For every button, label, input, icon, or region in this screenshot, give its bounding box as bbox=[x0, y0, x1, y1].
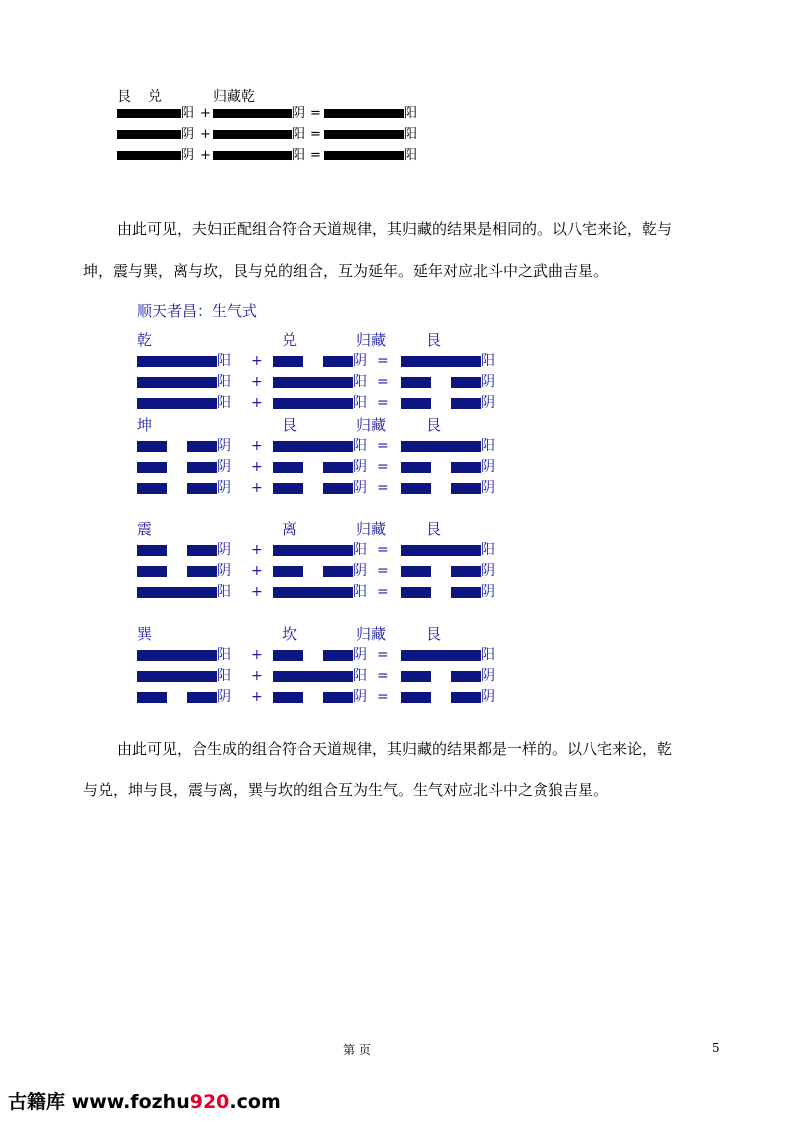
trigram-header: 艮 bbox=[426, 625, 442, 643]
equals-sign: = bbox=[377, 689, 389, 705]
trigram-header: 离 bbox=[282, 520, 298, 538]
yin-yang-label: 阴 bbox=[181, 148, 195, 163]
hexagram-row bbox=[137, 479, 517, 497]
solid-line bbox=[137, 587, 217, 598]
equals-sign: = bbox=[377, 374, 389, 390]
hexagram-row bbox=[137, 373, 517, 391]
solid-line bbox=[213, 130, 292, 139]
solid-line bbox=[273, 587, 353, 598]
yin-yang-label: 阳 bbox=[353, 374, 367, 390]
equals-sign: = bbox=[377, 542, 389, 558]
broken-line-segment bbox=[137, 483, 167, 494]
broken-line-segment bbox=[451, 566, 481, 577]
hexagram-row bbox=[117, 127, 427, 143]
trigram-header: 巽 bbox=[137, 625, 153, 643]
trigram-header: 兑 bbox=[282, 331, 298, 349]
solid-line bbox=[273, 671, 353, 682]
yin-yang-label: 阳 bbox=[217, 584, 231, 600]
yin-yang-label: 阳 bbox=[481, 542, 495, 558]
equals-sign: = bbox=[310, 127, 321, 142]
hexagram-row bbox=[137, 646, 517, 664]
trigram-header: 坎 bbox=[282, 625, 298, 643]
broken-line-segment bbox=[273, 566, 303, 577]
broken-line-segment bbox=[451, 377, 481, 388]
paragraph-1-line-1: 由此可见，夫妇正配组合符合天道规律，其归藏的结果是相同的。以八宅来论，乾与 bbox=[117, 220, 673, 238]
yin-yang-label: 阳 bbox=[292, 127, 306, 142]
solid-line bbox=[273, 545, 353, 556]
solid-line bbox=[324, 130, 404, 139]
yin-yang-label: 阴 bbox=[353, 563, 367, 579]
yin-yang-label: 阴 bbox=[353, 689, 367, 705]
brand-url-accent: 920 bbox=[189, 1091, 230, 1113]
equals-sign: = bbox=[377, 563, 389, 579]
solid-line bbox=[401, 441, 481, 452]
yin-yang-label: 阳 bbox=[292, 148, 306, 163]
broken-line-segment bbox=[187, 566, 217, 577]
broken-line-segment bbox=[323, 650, 353, 661]
yin-yang-label: 阳 bbox=[217, 647, 231, 663]
trigram-label-dui: 兑 bbox=[148, 89, 162, 105]
broken-line-segment bbox=[137, 566, 167, 577]
broken-line-segment bbox=[137, 545, 167, 556]
equals-sign: = bbox=[310, 148, 321, 163]
yin-yang-label: 阳 bbox=[217, 668, 231, 684]
yin-yang-label: 阳 bbox=[217, 395, 231, 411]
plus-sign: + bbox=[251, 459, 263, 475]
paragraph-2-line-1: 由此可见，合生成的组合符合天道规律，其归藏的结果都是一样的。以八宅来论，乾 bbox=[117, 740, 673, 758]
yin-yang-label: 阴 bbox=[217, 563, 231, 579]
broken-line-segment bbox=[187, 441, 217, 452]
yin-yang-label: 阳 bbox=[353, 438, 367, 454]
yin-yang-label: 阴 bbox=[353, 647, 367, 663]
paragraph-1-line-2: 坤，震与巽，离与坎，艮与兑的组合，互为延年。延年对应北斗中之武曲吉星。 bbox=[83, 262, 609, 280]
plus-sign: + bbox=[200, 148, 211, 163]
yin-yang-label: 阴 bbox=[292, 106, 306, 121]
equals-sign: = bbox=[377, 480, 389, 496]
trigram-header: 归藏 bbox=[356, 520, 387, 538]
plus-sign: + bbox=[251, 480, 263, 496]
yin-yang-label: 阴 bbox=[353, 353, 367, 369]
yin-yang-label: 阳 bbox=[353, 395, 367, 411]
broken-line-segment bbox=[323, 566, 353, 577]
hexagram-row bbox=[137, 583, 517, 601]
yin-yang-label: 阴 bbox=[481, 374, 495, 390]
yin-yang-label: 阴 bbox=[481, 459, 495, 475]
broken-line-segment bbox=[323, 462, 353, 473]
brand-url-suffix: .com bbox=[229, 1091, 281, 1113]
broken-line-segment bbox=[401, 566, 431, 577]
yin-yang-label: 阴 bbox=[481, 480, 495, 496]
hexagram-row bbox=[137, 688, 517, 706]
broken-line-segment bbox=[187, 692, 217, 703]
brand-name: 古籍库 bbox=[8, 1091, 66, 1113]
broken-line-segment bbox=[187, 462, 217, 473]
yin-yang-label: 阳 bbox=[481, 438, 495, 454]
solid-line bbox=[401, 545, 481, 556]
solid-line bbox=[117, 109, 181, 118]
equals-sign: = bbox=[310, 106, 321, 121]
broken-line-segment bbox=[401, 587, 431, 598]
yin-yang-label: 阳 bbox=[181, 106, 195, 121]
hexagram-row bbox=[137, 667, 517, 685]
solid-line bbox=[324, 151, 404, 160]
plus-sign: + bbox=[251, 542, 263, 558]
broken-line-segment bbox=[451, 671, 481, 682]
trigram-header: 归藏 bbox=[356, 331, 387, 349]
solid-line bbox=[117, 130, 181, 139]
yin-yang-label: 阳 bbox=[353, 542, 367, 558]
solid-line bbox=[273, 398, 353, 409]
plus-sign: + bbox=[200, 106, 211, 121]
yin-yang-label: 阳 bbox=[353, 584, 367, 600]
broken-line-segment bbox=[451, 692, 481, 703]
trigram-header: 艮 bbox=[426, 331, 442, 349]
trigram-header: 乾 bbox=[137, 331, 153, 349]
broken-line-segment bbox=[451, 462, 481, 473]
yin-yang-label: 阳 bbox=[217, 374, 231, 390]
plus-sign: + bbox=[251, 689, 263, 705]
broken-line-segment bbox=[273, 462, 303, 473]
broken-line-segment bbox=[273, 356, 303, 367]
broken-line-segment bbox=[323, 692, 353, 703]
solid-line bbox=[401, 356, 481, 367]
broken-line-segment bbox=[187, 545, 217, 556]
trigram-header: 归藏 bbox=[356, 625, 387, 643]
hexagram-row bbox=[137, 541, 517, 559]
broken-line-segment bbox=[451, 398, 481, 409]
yin-yang-label: 阴 bbox=[217, 542, 231, 558]
equals-sign: = bbox=[377, 584, 389, 600]
trigram-header: 坤 bbox=[137, 416, 153, 434]
yin-yang-label: 阳 bbox=[404, 127, 418, 142]
hexagram-row bbox=[137, 562, 517, 580]
trigram-header: 艮 bbox=[282, 416, 298, 434]
plus-sign: + bbox=[251, 353, 263, 369]
plus-sign: + bbox=[251, 668, 263, 684]
section-title: 顺天者昌：生气式 bbox=[137, 302, 258, 320]
solid-line bbox=[137, 377, 217, 388]
solid-line bbox=[324, 109, 404, 118]
broken-line-segment bbox=[137, 441, 167, 452]
plus-sign: + bbox=[251, 395, 263, 411]
solid-line bbox=[213, 109, 292, 118]
page-number: 5 bbox=[712, 1041, 720, 1055]
site-watermark bbox=[8, 1087, 281, 1114]
yin-yang-label: 阴 bbox=[217, 438, 231, 454]
solid-line bbox=[273, 441, 353, 452]
yin-yang-label: 阳 bbox=[481, 647, 495, 663]
broken-line-segment bbox=[137, 462, 167, 473]
yin-yang-label: 阴 bbox=[217, 689, 231, 705]
broken-line-segment bbox=[273, 650, 303, 661]
broken-line-segment bbox=[401, 377, 431, 388]
plus-sign: + bbox=[251, 438, 263, 454]
page-label: 第 页 bbox=[343, 1043, 371, 1057]
trigram-header: 震 bbox=[137, 520, 153, 538]
yin-yang-label: 阴 bbox=[481, 668, 495, 684]
hexagram-row bbox=[117, 148, 427, 164]
paragraph-2-line-2: 与兑，坤与艮，震与离，巽与坎的组合互为生气。生气对应北斗中之贪狼吉星。 bbox=[83, 781, 609, 799]
solid-line bbox=[137, 356, 217, 367]
broken-line-segment bbox=[323, 356, 353, 367]
hexagram-row bbox=[137, 394, 517, 412]
yin-yang-label: 阴 bbox=[217, 459, 231, 475]
yin-yang-label: 阴 bbox=[481, 563, 495, 579]
equals-sign: = bbox=[377, 647, 389, 663]
yin-yang-label: 阴 bbox=[481, 689, 495, 705]
broken-line-segment bbox=[401, 671, 431, 682]
solid-line bbox=[137, 650, 217, 661]
yin-yang-label: 阴 bbox=[481, 584, 495, 600]
plus-sign: + bbox=[251, 374, 263, 390]
trigram-header: 艮 bbox=[426, 520, 442, 538]
equals-sign: = bbox=[377, 438, 389, 454]
yin-yang-label: 阳 bbox=[404, 106, 418, 121]
yin-yang-label: 阴 bbox=[217, 480, 231, 496]
plus-sign: + bbox=[251, 584, 263, 600]
trigram-header: 归藏 bbox=[356, 416, 387, 434]
yin-yang-label: 阴 bbox=[353, 480, 367, 496]
broken-line-segment bbox=[187, 483, 217, 494]
solid-line bbox=[401, 650, 481, 661]
solid-line bbox=[117, 151, 181, 160]
trigram-label-gen: 艮 bbox=[117, 89, 131, 105]
plus-sign: + bbox=[251, 563, 263, 579]
broken-line-segment bbox=[401, 692, 431, 703]
plus-sign: + bbox=[200, 127, 211, 142]
solid-line bbox=[273, 377, 353, 388]
yin-yang-label: 阴 bbox=[353, 459, 367, 475]
broken-line-segment bbox=[401, 483, 431, 494]
broken-line-segment bbox=[273, 692, 303, 703]
hexagram-row bbox=[117, 106, 427, 122]
equals-sign: = bbox=[377, 353, 389, 369]
equals-sign: = bbox=[377, 459, 389, 475]
solid-line bbox=[213, 151, 292, 160]
yin-yang-label: 阳 bbox=[353, 668, 367, 684]
broken-line-segment bbox=[401, 462, 431, 473]
hexagram-row bbox=[137, 437, 517, 455]
broken-line-segment bbox=[451, 587, 481, 598]
trigram-header: 艮 bbox=[426, 416, 442, 434]
broken-line-segment bbox=[137, 692, 167, 703]
yin-yang-label: 阳 bbox=[404, 148, 418, 163]
yin-yang-label: 阴 bbox=[181, 127, 195, 142]
hexagram-row bbox=[137, 458, 517, 476]
plus-sign: + bbox=[251, 647, 263, 663]
yin-yang-label: 阳 bbox=[217, 353, 231, 369]
broken-line-segment bbox=[401, 398, 431, 409]
broken-line-segment bbox=[323, 483, 353, 494]
equals-sign: = bbox=[377, 395, 389, 411]
trigram-label-result: 归藏乾 bbox=[213, 89, 255, 105]
yin-yang-label: 阴 bbox=[481, 395, 495, 411]
hexagram-row bbox=[137, 352, 517, 370]
solid-line bbox=[137, 398, 217, 409]
broken-line-segment bbox=[451, 483, 481, 494]
broken-line-segment bbox=[273, 483, 303, 494]
solid-line bbox=[137, 671, 217, 682]
yin-yang-label: 阳 bbox=[481, 353, 495, 369]
equals-sign: = bbox=[377, 668, 389, 684]
brand-url-prefix: www.fozhu bbox=[71, 1091, 190, 1113]
